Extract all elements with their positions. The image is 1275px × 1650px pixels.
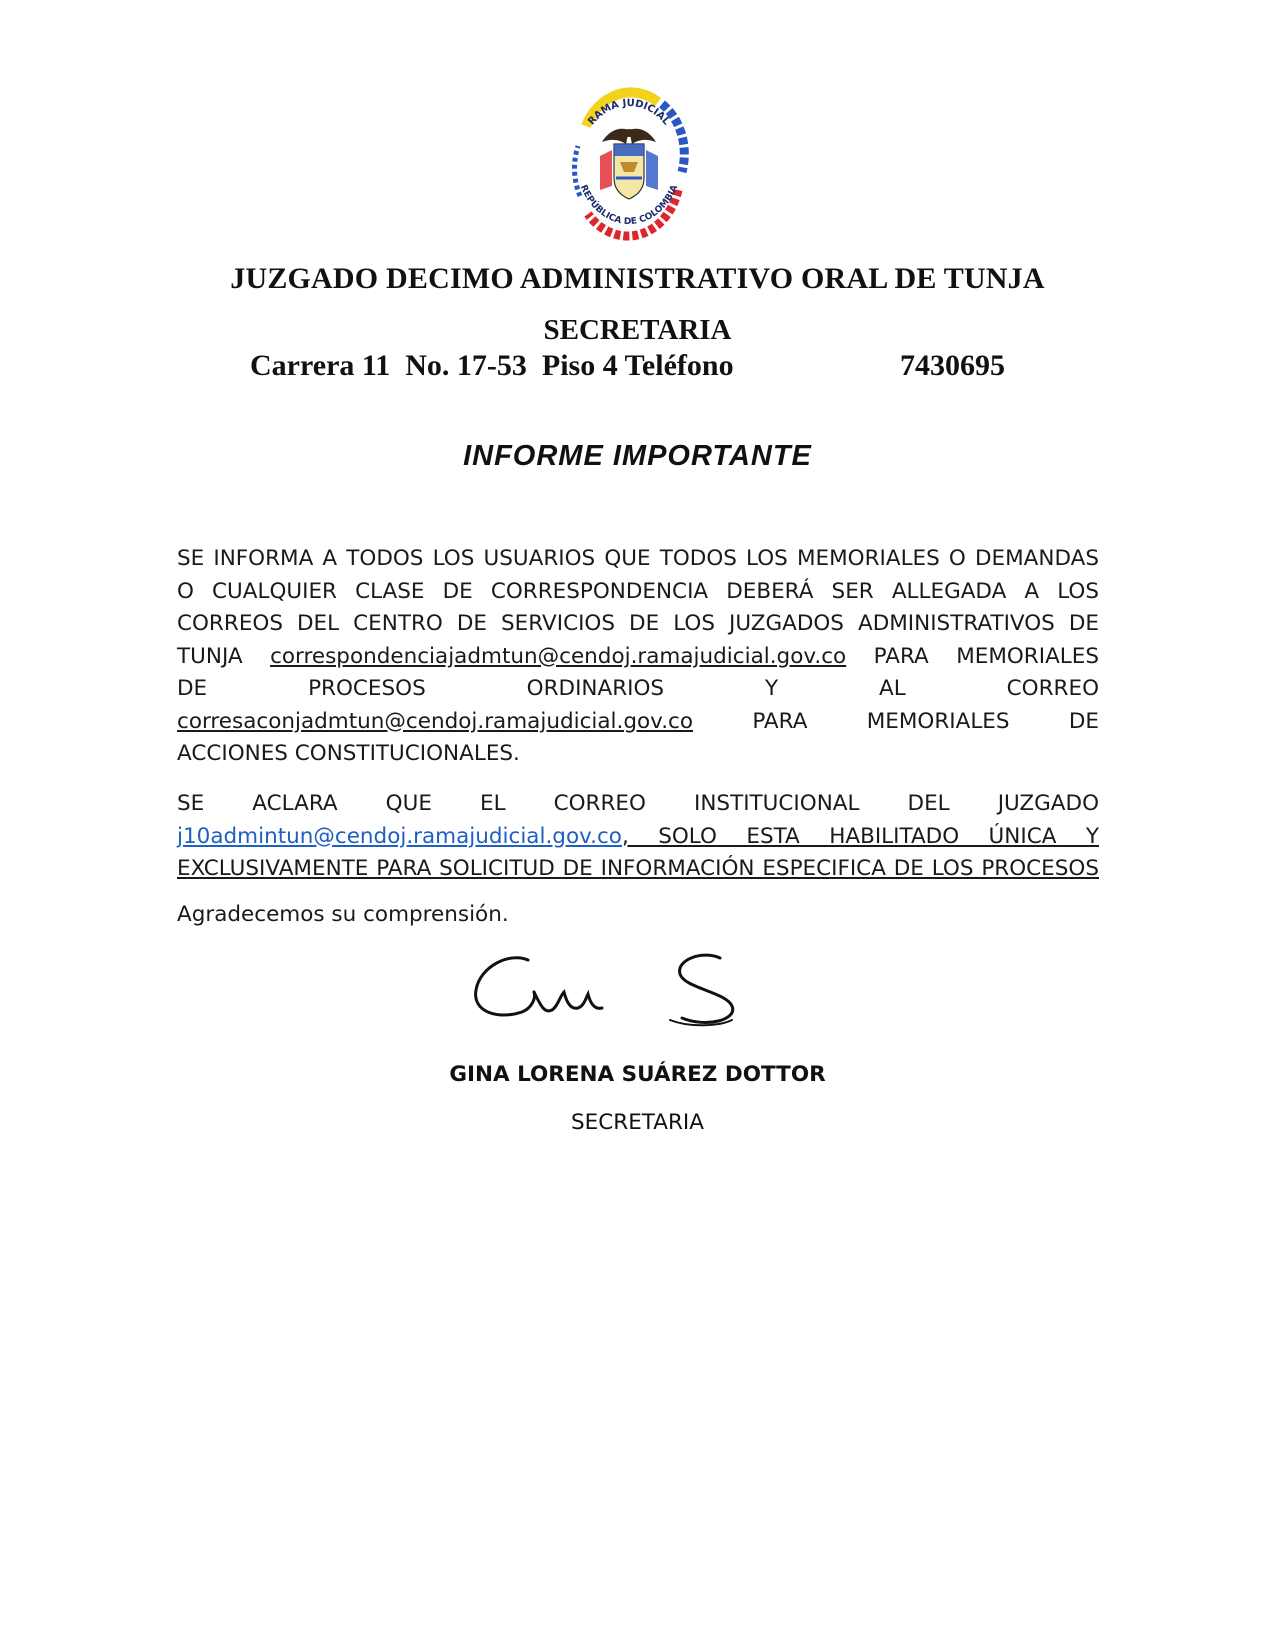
paragraph-text: TUNJA bbox=[177, 643, 243, 669]
paragraph-line: SE INFORMA A TODOS LOS USUARIOS QUE TODOS LOS MEMORIALES O DEMANDAS bbox=[177, 546, 1099, 571]
court-email-link[interactable]: j10admintun@cendoj.ramajudicial.gov.co bbox=[177, 823, 622, 849]
paragraph-line: O CUALQUIER CLASE DE CORRESPONDENCIA DEBERÁ SER ALLEGADA A LOS bbox=[177, 578, 1099, 604]
notice-paragraph-1 bbox=[177, 543, 1099, 771]
paragraph-line: SE ACLARA QUE EL CORREO INSTITUCIONAL DEL JUZGADO bbox=[177, 791, 1099, 816]
constitutional-email-link[interactable]: corresaconjadmtun@cendoj.ramajudicial.gov.co bbox=[177, 708, 694, 734]
paragraph-text: , SOLO ESTA HABILITADO ÚNICA Y bbox=[621, 823, 1099, 849]
handwritten-signature bbox=[470, 948, 805, 1043]
svg-text:RAMA JUDICIAL: RAMA JUDICIAL bbox=[586, 97, 672, 128]
paragraph-line bbox=[177, 706, 1099, 739]
court-address: Carrera 11 No. 17-53 Piso 4 Teléfono bbox=[250, 349, 734, 382]
rama-judicial-seal-logo bbox=[566, 86, 692, 242]
paragraph-text: PARA MEMORIALES DE bbox=[752, 708, 1099, 734]
court-phone: 7430695 bbox=[900, 349, 1005, 382]
paragraph-line: DE PROCESOS ORDINARIOS Y AL CORREO bbox=[177, 676, 1099, 701]
paragraph-text: PARA MEMORIALES bbox=[873, 643, 1099, 669]
notice-title: INFORME IMPORTANTE bbox=[463, 440, 812, 472]
paragraph-line bbox=[177, 641, 1099, 674]
closing-text: Agradecemos su comprensión. bbox=[177, 902, 509, 927]
correspondence-email-link[interactable]: correspondenciajadmtun@cendoj.ramajudicial.gov.co bbox=[270, 643, 847, 669]
paragraph-line bbox=[177, 821, 1099, 854]
signer-title: SECRETARIA bbox=[571, 1110, 704, 1135]
paragraph-line: EXCLUSIVAMENTE PARA SOLICITUD DE INFORMACIÓN ESPECIFICA DE LOS PROCESOS bbox=[177, 856, 1099, 881]
svg-text:REPÚBLICA DE COLOMBIA: REPÚBLICA DE COLOMBIA bbox=[577, 183, 681, 228]
court-name-heading: JUZGADO DECIMO ADMINISTRATIVO ORAL DE TUNJA bbox=[230, 262, 1045, 295]
paragraph-line: CORREOS DEL CENTRO DE SERVICIOS DE LOS JUZGADOS ADMINISTRATIVOS DE bbox=[177, 611, 1099, 636]
signer-name: GINA LORENA SUÁREZ DOTTOR bbox=[449, 1062, 826, 1087]
notice-paragraph-2 bbox=[177, 788, 1099, 886]
paragraph-line: ACCIONES CONSTITUCIONALES. bbox=[177, 741, 520, 766]
office-heading: SECRETARIA bbox=[543, 314, 732, 346]
